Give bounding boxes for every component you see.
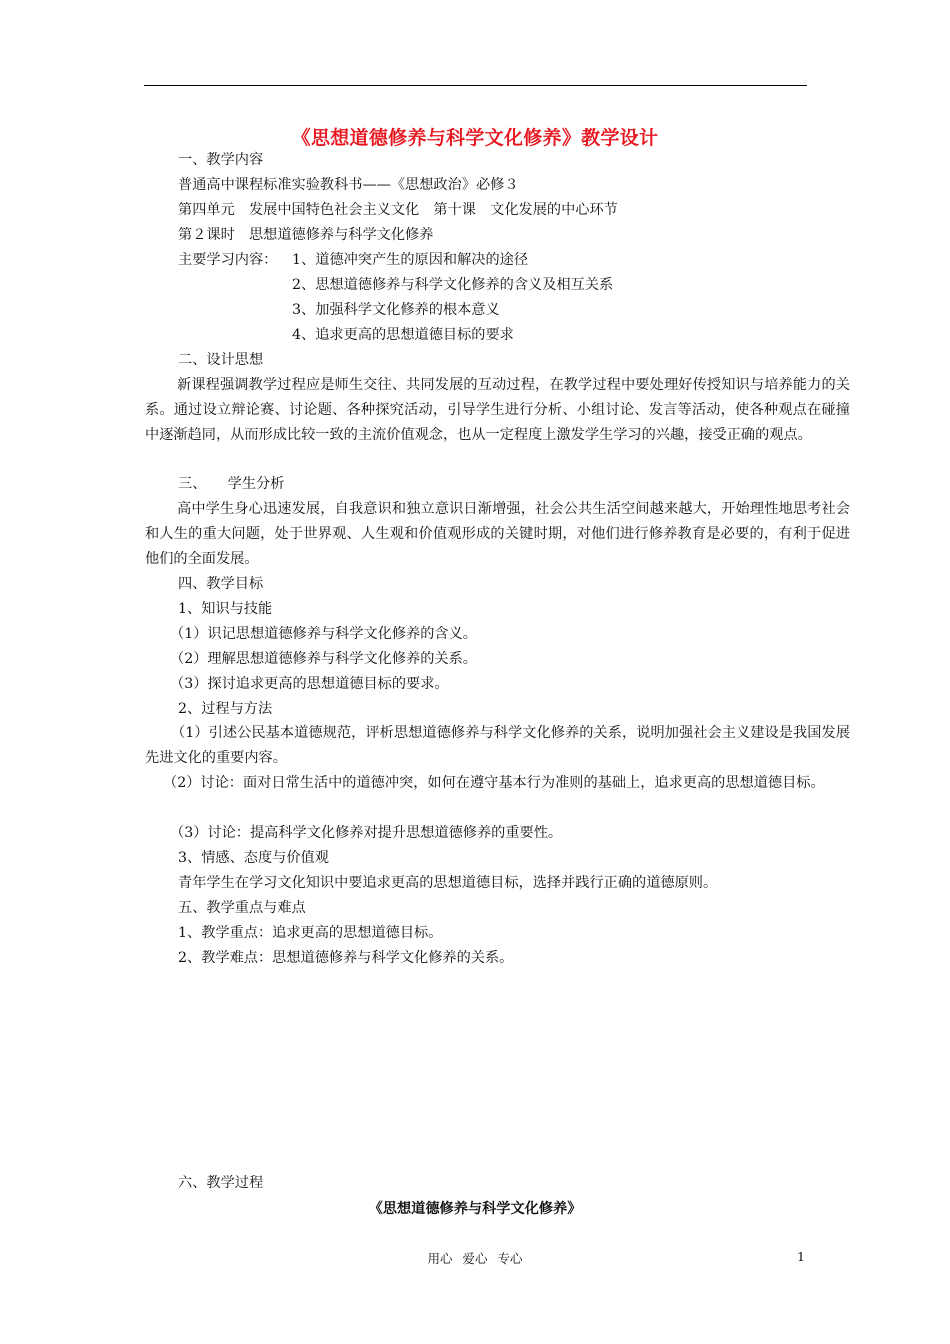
process-subtitle: 《思想道德修养与科学文化修养》 (368, 1201, 582, 1217)
teaching-difficulty: 2、教学难点：思想道德修养与科学文化修养的关系。 (178, 950, 514, 966)
footer-motto: 用心 爱心 专心 (427, 1251, 523, 1266)
student-analysis-paragraph: 高中学生身心迅速发展，自我意识和独立意识日渐增强，社会公共生活空间越来越大，开始理性地思考社会和人生的重大问题，处于世界观、人生观和价值观形成的关键时期，对他们进行修养教育是必要的，有利于促进他们的全面发展。 (145, 501, 850, 567)
main-content-item: 1、道德冲突产生的原因和解决的途径 (292, 252, 529, 268)
knowledge-item: （1）识记思想道德修养与科学文化修养的含义。 (170, 626, 477, 642)
design-thought-paragraph: 新课程强调教学过程应是师生交往、共同发展的互动过程，在教学过程中要处理好传授知识与培养能力的关系。通过设立辩论赛、讨论题、各种探究活动，引导学生进行分析、小组讨论、发言等活动，使各种观点在碰撞中逐渐趋同，从而形成比较一致的主流价值观念，也从一定程度上激发学生学习的兴趣，接受正确的观点。 (145, 377, 850, 443)
lesson-line: 第２课时 思想道德修养与科学文化修养 (178, 227, 434, 243)
knowledge-heading: 1、知识与技能 (178, 601, 273, 617)
unit-line: 第四单元 发展中国特色社会主义文化 第十课 文化发展的中心环节 (178, 202, 618, 218)
main-content-label: 主要学习内容： (178, 252, 278, 268)
main-content-item: 3、加强科学文化修养的根本意义 (292, 302, 500, 318)
process-item: （3）讨论：提高科学文化修养对提升思想道德修养的重要性。 (170, 825, 563, 841)
emotion-heading: 3、情感、态度与价值观 (178, 850, 329, 866)
document-title: 《思想道德修养与科学文化修养》教学设计 (291, 127, 659, 149)
process-heading: 2、过程与方法 (178, 701, 273, 717)
section1-heading: 一、教学内容 (178, 152, 264, 168)
section2-heading: 二、设计思想 (178, 352, 264, 368)
knowledge-item: （2）理解思想道德修养与科学文化修养的关系。 (170, 651, 477, 667)
header-rule (144, 85, 807, 86)
section5-heading: 五、教学重点与难点 (178, 900, 306, 916)
page-number: 1 (797, 1249, 805, 1264)
section4-heading: 四、教学目标 (178, 576, 264, 592)
emotion-body: 青年学生在学习文化知识中要追求更高的思想道德目标，选择并践行正确的道德原则。 (178, 875, 718, 891)
section6-heading: 六、教学过程 (178, 1175, 264, 1191)
section3-heading: 三、 学生分析 (178, 476, 285, 492)
process-item: （1）引述公民基本道德规范，评析思想道德修养与科学文化修养的关系，说明加强社会主义建设是我国发展先进文化的重要内容。 (145, 725, 850, 766)
textbook-line: 普通高中课程标准实验教科书——《思想政治》必修３ (178, 177, 519, 193)
teaching-focus: 1、教学重点：追求更高的思想道德目标。 (178, 925, 443, 941)
main-content-item: 4、追求更高的思想道德目标的要求 (292, 327, 514, 343)
main-content-item: 2、思想道德修养与科学文化修养的含义及相互关系 (292, 277, 614, 293)
knowledge-item: （3）探讨追求更高的思想道德目标的要求。 (170, 676, 449, 692)
process-item: （2）讨论：面对日常生活中的道德冲突，如何在遵守基本行为准则的基础上，追求更高的思想道德目标。 (163, 775, 825, 791)
